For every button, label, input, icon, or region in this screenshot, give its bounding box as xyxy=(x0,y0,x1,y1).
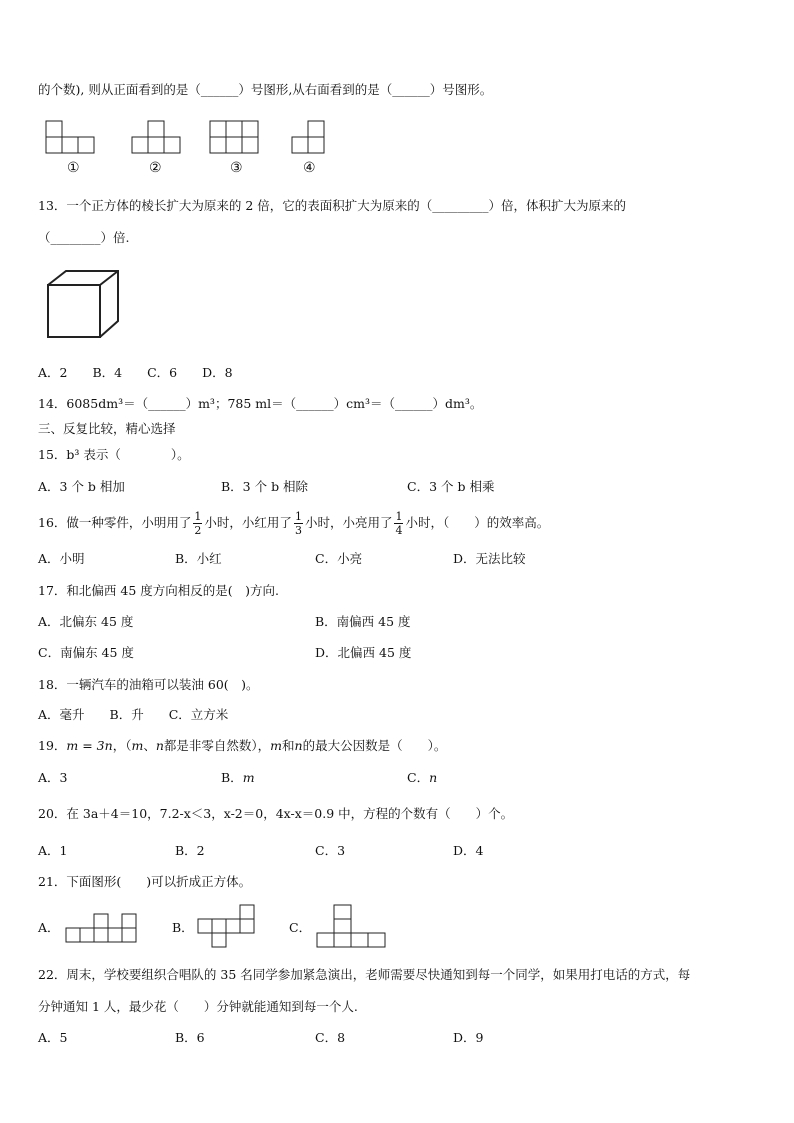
q16-part-3: 小时，小亮用了 xyxy=(304,515,393,530)
q16-option-a: A．小明 xyxy=(38,551,85,566)
q21-stem: 21．下面图形( )可以折成正方体。 xyxy=(38,874,252,889)
q16-f2-num: 1 xyxy=(294,510,302,523)
q16-fraction-1 xyxy=(193,510,202,537)
q19-option-b-var: m xyxy=(242,770,255,785)
q17-stem: 17．和北偏西 45 度方向相反的是( )方向. xyxy=(38,583,279,598)
q20-option-b: B．2 xyxy=(175,843,205,858)
q19-option-c xyxy=(407,769,437,787)
q22-option-a: A．5 xyxy=(38,1030,68,1045)
q21-option-a-net xyxy=(64,912,140,951)
q22-option-d: D．9 xyxy=(453,1030,484,1045)
q12-label-1: ① xyxy=(67,160,80,176)
q19-part-3: 都是非零自然数）， xyxy=(163,738,271,753)
q15-option-c: C．3 个 b 相乘 xyxy=(407,479,495,494)
q17-option-a: A．北偏东 45 度 xyxy=(38,614,134,629)
q16-f3-den: 4 xyxy=(395,524,403,537)
q13-options: A．2 B．4 C．6 D．8 xyxy=(38,365,233,380)
q19-var-n2: n xyxy=(294,738,303,753)
q12-label-3: ③ xyxy=(230,160,243,176)
q13-cube-figure xyxy=(46,269,122,346)
q19-part-2: ，（ xyxy=(112,738,132,753)
q13-line-2: （________）倍. xyxy=(38,230,130,245)
q19-sep: 、 xyxy=(143,738,156,753)
q16-f3-num: 1 xyxy=(395,510,403,523)
q21-option-c-net xyxy=(314,903,394,956)
q19-stem xyxy=(38,737,446,755)
q16-f1-num: 1 xyxy=(194,510,202,523)
q17-option-d: D．北偏西 45 度 xyxy=(315,645,412,660)
q15-option-a: A．3 个 b 相加 xyxy=(38,479,125,494)
q19-var-m: m xyxy=(131,738,144,753)
q16-f1-den: 2 xyxy=(194,524,202,537)
q17-option-c: C．南偏东 45 度 xyxy=(38,645,134,660)
q19-option-b-label: B． xyxy=(221,770,243,785)
q19-option-c-var: n xyxy=(429,770,438,785)
q19-number: 19． xyxy=(38,738,67,753)
q14-text: 14．6085dm³＝（______）m³；785 ml＝（______）cm³＝（______）dm³。 xyxy=(38,396,483,411)
q15-stem: 15．b³ 表示（ ）。 xyxy=(38,447,190,462)
q19-var-m2: m xyxy=(270,738,283,753)
q16-part-1: 16．做一种零件，小明用了 xyxy=(38,515,192,530)
q19-option-b xyxy=(221,769,255,787)
q16-option-d: D．无法比较 xyxy=(453,551,526,566)
q12-text: 的个数), 则从正面看到的是（______）号图形,从右面看到的是（______）号图形。 xyxy=(38,82,493,97)
section-3-title: 三、反复比较，精心选择 xyxy=(38,421,176,436)
q12-label-4: ④ xyxy=(303,160,316,176)
q19-part-4: 的最大公因数是（ ）。 xyxy=(302,738,447,753)
q12-figure-2 xyxy=(126,119,190,155)
q21-option-b-label: B． xyxy=(172,920,194,935)
q16-fraction-3 xyxy=(394,510,403,537)
q22-line-1: 22．周末，学校要组织合唱队的 35 名同学参加紧急演出，老师需要尽快通知到每一个同学，如果用打电话的方式，每 xyxy=(38,967,691,982)
q21-option-b-net xyxy=(196,903,260,958)
q12-figure-3 xyxy=(207,119,271,155)
q16-stem xyxy=(38,505,549,541)
q16-part-2: 小时，小红用了 xyxy=(204,515,292,530)
q19-option-c-label: C． xyxy=(407,770,430,785)
q12-label-2: ② xyxy=(149,160,162,176)
q16-f2-den: 3 xyxy=(294,524,302,537)
q22-option-c: C．8 xyxy=(315,1030,346,1045)
q17-option-b: B．南偏西 45 度 xyxy=(315,614,411,629)
q19-equation: m = 3n xyxy=(66,738,113,753)
q18-options: A．毫升 B．升 C．立方米 xyxy=(38,707,229,722)
q22-line-2: 分钟通知 1 人，最少花（ ）分钟就能通知到每一个人. xyxy=(38,999,358,1014)
q12-figure-4 xyxy=(288,119,352,155)
q20-option-d: D．4 xyxy=(453,843,484,858)
q16-part-4: 小时，（ ）的效率高。 xyxy=(405,515,550,530)
q21-option-a-label: A． xyxy=(38,920,60,935)
q20-option-a: A．1 xyxy=(38,843,68,858)
q16-option-b: B．小红 xyxy=(175,551,222,566)
q21-option-c-label: C． xyxy=(289,920,312,935)
q20-stem: 20．在 3a＋4＝10，7.2-x＜3，x-2＝0，4x-x＝0.9 中，方程的个数有（ ）个。 xyxy=(38,806,514,821)
q19-and: 和 xyxy=(282,738,295,753)
q18-stem: 18．一辆汽车的油箱可以装油 60( )。 xyxy=(38,677,259,692)
q13-line-1: 13．一个正方体的棱长扩大为原来的 2 倍，它的表面积扩大为原来的（_________）倍，体积扩大为原来的 xyxy=(38,198,627,213)
q22-option-b: B．6 xyxy=(175,1030,205,1045)
q19-var-n: n xyxy=(155,738,164,753)
q12-figure-1 xyxy=(38,119,102,155)
q15-option-b: B．3 个 b 相除 xyxy=(221,479,309,494)
q19-option-a: A．3 xyxy=(38,770,68,785)
q16-option-c: C．小亮 xyxy=(315,551,363,566)
q20-option-c: C．3 xyxy=(315,843,346,858)
q16-fraction-2 xyxy=(294,510,303,537)
